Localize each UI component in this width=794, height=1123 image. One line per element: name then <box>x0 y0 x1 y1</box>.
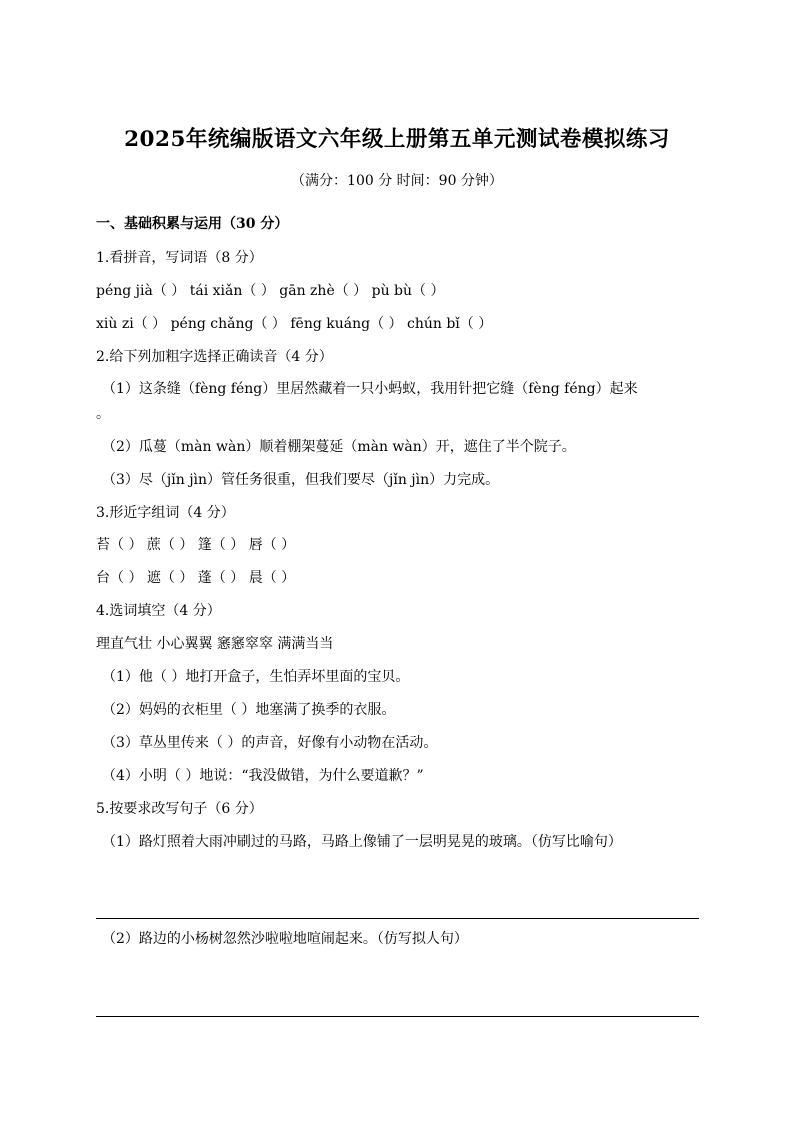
question-2-item-1: （1）这条缝（fèng féng）里居然藏着一只小蚂蚁，我用针把它缝（fèng féng）起来 <box>102 381 638 397</box>
question-3-row-2: 台（ ） 遮（ ） 蓬（ ） 晨（ ） <box>96 570 296 586</box>
answer-line <box>96 918 699 919</box>
question-4-item-3: （3）草丛里传来（ ）的声音，好像有小动物在活动。 <box>102 735 438 751</box>
question-2-item-3: （3）尽（jǐn jìn）管任务很重，但我们要尽（jǐn jìn）力完成。 <box>102 472 500 488</box>
question-4-heading: 4.选词填空（4 分） <box>96 603 221 619</box>
question-4-item-4: （4）小明（ ）地说：“我没做错，为什么要道歉？” <box>102 768 424 784</box>
question-5-item-1: （1）路灯照着大雨冲刷过的马路，马路上像铺了一层明晃晃的玻璃。（仿写比喻句） <box>102 834 622 850</box>
question-4-item-2: （2）妈妈的衣柜里（ ）地塞满了换季的衣服。 <box>102 702 396 718</box>
question-5-item-2: （2）路边的小杨树忽然沙啦啦地喧闹起来。（仿写拟人句） <box>102 931 468 947</box>
question-1-heading: 1.看拼音，写词语（8 分） <box>96 250 263 266</box>
answer-line <box>96 1016 699 1017</box>
section-heading: 一、基础积累与运用（30 分） <box>96 216 289 232</box>
question-5-heading: 5.按要求改写句子（6 分） <box>96 801 263 817</box>
question-2-item-2: （2）瓜蔓（màn wàn）顺着棚架蔓延（màn wàn）开，遮住了半个院子。 <box>102 439 576 455</box>
question-3-row-1: 苔（ ） 蔗（ ） 篷（ ） 唇（ ） <box>96 537 296 553</box>
question-4-item-1: （1）他（ ）地打开盒子，生怕弄坏里面的宝贝。 <box>102 669 410 685</box>
question-2-heading: 2.给下列加粗字选择正确读音（4 分） <box>96 349 333 365</box>
question-3-heading: 3.形近字组词（4 分） <box>96 505 235 521</box>
page-title: 2025年统编版语文六年级上册第五单元测试卷模拟练习 <box>124 127 670 152</box>
exam-info: （满分：100 分 时间：90 分钟） <box>291 173 503 189</box>
question-1-row-2: xiù zi（ ） péng chǎng（ ） fēng kuáng（ ） chún bǐ（ ） <box>96 316 493 332</box>
question-4-word-bank: 理直气壮 小心翼翼 窸窸窣窣 满满当当 <box>96 636 334 652</box>
question-1-row-1: péng jià（ ） tái xiǎn（ ） gān zhè（ ） pù bù（ ） <box>96 283 445 299</box>
question-2-item-1-continuation: 。 <box>96 406 110 422</box>
